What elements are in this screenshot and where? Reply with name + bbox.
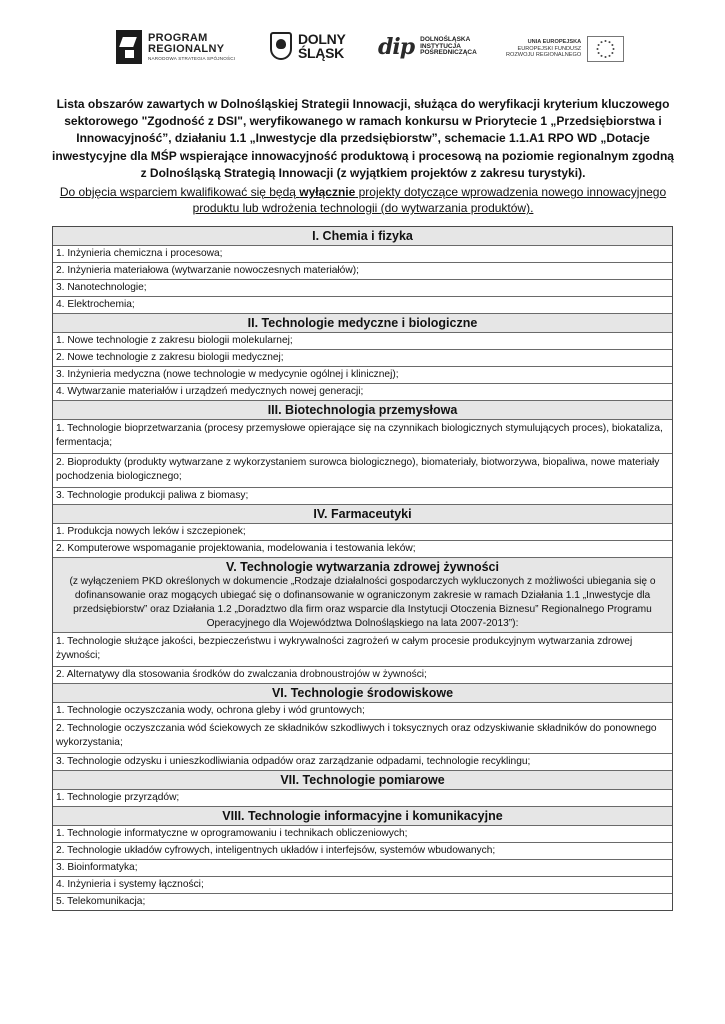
eu-logo	[506, 36, 624, 62]
eu-line1: UNIA EUROPEJSKA	[527, 38, 582, 45]
table-row: 4. Wytwarzanie materiałów i urządzeń medycznych nowej generacji;	[53, 384, 672, 401]
table-row: 1. Nowe technologie z zakresu biologii molekularnej;	[53, 333, 672, 350]
eu-line2: EUROPEJSKI FUNDUSZ	[517, 45, 582, 52]
areas-table	[52, 226, 673, 911]
program-logo-line2: REGIONALNY	[148, 42, 225, 55]
dip-line3: POŚREDNICZĄCA	[420, 49, 477, 57]
table-row: 2. Technologie oczyszczania wód ściekowych ze składników szkodliwych i toksycznych oraz odzyskiwanie składników do ponownego wykorzystania;	[53, 720, 672, 754]
eu-flag-icon	[587, 36, 624, 62]
section-title: VI. Technologie środowiskowe	[271, 686, 454, 700]
table-row: 2. Technologie układów cyfrowych, inteligentnych układów i interfejsów, systemów wbudowanych;	[53, 843, 672, 860]
section-header	[53, 314, 672, 333]
section-header	[53, 505, 672, 524]
section-title: V. Technologie wytwarzania zdrowej żywności	[226, 560, 499, 574]
table-row: 1. Inżynieria chemiczna i procesowa;	[53, 246, 672, 263]
table-row: 1. Produkcja nowych leków i szczepionek;	[53, 524, 672, 541]
document-heading: Lista obszarów zawartych w Dolnośląskiej Strategii Innowacji, służąca do weryfikacji kryterium kluczowego sektorowego "Zgodność z DSI", weryfikowanego w ramach konkursu w Priorytecie 1 „Przedsiębiorstwa i Innowacyjność”, działaniu 1.1 „Inwestycje dla przedsiębiorstw”, schemacie 1.1.A1 RPO WD „Dotacje inwestycyjne dla MŚP wspierające innowacyjność produktową i procesową na poziomie regionalnym zgodną z Dolnośląską Strategią Innowacji (z wyjątkiem projektów z zakresu turystyki).	[52, 97, 674, 180]
program-logo-line3: NARODOWA STRATEGIA SPÓJNOŚCI	[148, 55, 236, 61]
table-row: 2. Nowe technologie z zakresu biologii medycznej;	[53, 350, 672, 367]
section-header	[53, 227, 672, 246]
section-header	[53, 771, 672, 790]
table-row: 1. Technologie informatyczne w oprogramowaniu i technikach obliczeniowych;	[53, 826, 672, 843]
eagle-shield-icon	[270, 32, 292, 60]
table-row: 1. Technologie bioprzetwarzania (procesy przemysłowe opierające się na czynnikach biologicznych stymulujących proces), biokataliza, fermentacja;	[53, 420, 672, 454]
section-header	[53, 401, 672, 420]
table-row: 2. Bioprodukty (produkty wytwarzane z wykorzystaniem surowca biologicznego), biomateriały, biotworzywa, biopaliwa, nowe materiały pochodzenia biologicznego;	[53, 454, 672, 488]
table-row: 1. Technologie przyrządów;	[53, 790, 672, 807]
dip-line2: INSTYTUCJA	[420, 42, 461, 50]
table-row: 1. Technologie służące jakości, bezpieczeństwu i wykrywalności zagrożeń w całym procesie produkcyjnym wytwarzania zdrowej żywności;	[53, 633, 672, 667]
intro-after: projekty dotyczące wprowadzenia nowego innowacyjnego produktu lub wdrożenia technologii (do wytwarzania produktów).	[192, 185, 667, 215]
table-row: 3. Nanotechnologie;	[53, 280, 672, 297]
table-row: 3. Technologie odzysku i unieszkodliwiania odpadów oraz zarządzanie odpadami, technologie recyklingu;	[53, 754, 672, 771]
section-title: VIII. Technologie informacyjne i komunikacyjne	[222, 809, 503, 823]
intro-before: Do objęcia wsparciem kwalifikować się będą	[59, 185, 300, 199]
table-row: 3. Bioinformatyka;	[53, 860, 672, 877]
dolny-slask-logo	[270, 32, 346, 60]
table-row: 3. Inżynieria medyczna (nowe technologie w medycynie ogólnej i klinicznej);	[53, 367, 672, 384]
intro-emphasis: wyłącznie	[299, 185, 356, 199]
table-row: 2. Inżynieria materiałowa (wytwarzanie nowoczesnych materiałów);	[53, 263, 672, 280]
dip-logo	[378, 34, 477, 60]
section-header	[53, 807, 672, 826]
section-title: I. Chemia i fizyka	[312, 229, 413, 243]
intro-statement	[48, 184, 678, 216]
program-regionalny-logo	[116, 30, 235, 64]
section-header	[53, 684, 672, 703]
table-row: 3. Technologie produkcji paliwa z biomasy;	[53, 488, 672, 505]
program-regionalny-mark-icon	[116, 30, 142, 64]
dip-line1: DOLNOŚLĄSKA	[420, 35, 471, 43]
table-row: 2. Komputerowe wspomaganie projektowania, modelowania i testowania leków;	[53, 541, 672, 558]
eu-line3: ROZWOJU REGIONALNEGO	[506, 52, 582, 59]
table-row: 4. Elektrochemia;	[53, 297, 672, 314]
program-logo-line1: PROGRAM	[148, 31, 208, 44]
table-row: 2. Alternatywy dla stosowania środków do zwalczania drobnoustrojów w żywności;	[53, 667, 672, 684]
section-title: II. Technologie medyczne i biologiczne	[247, 316, 478, 330]
dolny-slask-line2: ŚLĄSK	[298, 45, 344, 61]
section-header	[53, 558, 672, 633]
table-row: 5. Telekomunikacja;	[56, 896, 146, 907]
section-note: (z wyłączeniem PKD określonych w dokumencie „Rodzaje działalności gospodarczych wykluczonych z możliwości ubiegania się o dofinansowanie oraz mogących ubiegać się o dofinansowanie w ograniczonym zakresie w ramach Działania 1.1 „Inwestycje dla przedsiębiorstw” oraz Działania 1.2 „Doradztwo dla firm oraz wsparcie dla Instytucji Otoczenia Biznesu” Regionalnego Programu Operacyjnego dla Województwa Dolnośląskiego na lata 2007-2013”):	[69, 576, 656, 629]
section-title: III. Biotechnologia przemysłowa	[267, 403, 458, 417]
section-title: IV. Farmaceutyki	[313, 507, 412, 521]
table-row: 4. Inżynieria i systemy łączności;	[53, 877, 672, 894]
dip-mark: dip	[378, 34, 415, 60]
table-row: 1. Technologie oczyszczania wody, ochrona gleby i wód gruntowych;	[53, 703, 672, 720]
logo-band	[0, 22, 725, 82]
dolny-slask-line1: DOLNY	[298, 31, 346, 47]
section-title: VII. Technologie pomiarowe	[280, 773, 445, 787]
